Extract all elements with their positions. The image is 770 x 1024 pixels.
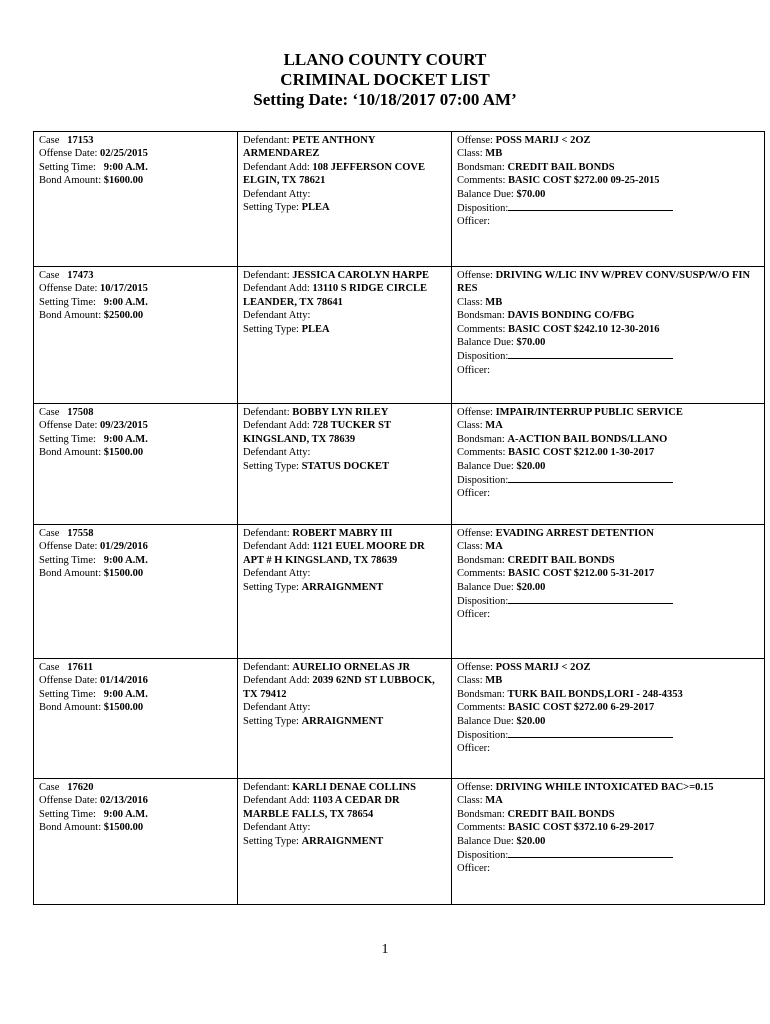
- offense-value: DRIVING WHILE INTOXICATED BAC>=0.15: [495, 782, 714, 793]
- defendant-atty-field: [243, 821, 446, 834]
- disposition-blank-line: [508, 728, 673, 738]
- officer-field: [457, 215, 759, 228]
- class-field: [457, 794, 759, 807]
- offense-label: Offense:: [457, 782, 493, 793]
- defendant-atty-field: [243, 446, 446, 459]
- officer-field: [457, 364, 759, 377]
- case-label: Case: [39, 782, 60, 793]
- setting-time-field: [39, 554, 232, 567]
- defendant-info-cell: [238, 267, 452, 404]
- offense-date-label: Offense Date:: [39, 675, 98, 687]
- defendant-info-cell: [238, 404, 452, 525]
- balance-due-label: Balance Due:: [457, 581, 514, 593]
- case-info-cell: [34, 267, 238, 404]
- class-value: MB: [485, 148, 503, 160]
- defendant-value: KARLI DENAE COLLINS: [292, 782, 416, 793]
- docket-table: [33, 131, 765, 905]
- bondsman-label: Bondsman:: [457, 688, 505, 700]
- class-value: MB: [485, 675, 503, 687]
- balance-due-value: $20.00: [516, 835, 546, 847]
- defendant-address-value: 108 JEFFERSON COVE ELGIN, TX 78621: [243, 161, 425, 187]
- setting-time-label: Setting Time:: [39, 808, 96, 820]
- offense-date-field: [39, 282, 232, 295]
- defendant-address-field: [243, 419, 446, 446]
- officer-field: [457, 862, 759, 875]
- defendant-address-value: 728 TUCKER ST KINGSLAND, TX 78639: [243, 420, 391, 445]
- defendant-address-label: Defendant Add:: [243, 795, 310, 807]
- offense-label: Offense:: [457, 135, 493, 146]
- offense-date-label: Offense Date:: [39, 283, 98, 295]
- setting-type-value: PLEA: [301, 202, 330, 214]
- comments-label: Comments:: [457, 568, 506, 580]
- offense-info-cell: [452, 659, 765, 779]
- offense-field: [457, 527, 759, 540]
- balance-due-field: [457, 460, 759, 473]
- bond-amount-field: [39, 309, 232, 322]
- disposition-blank-line: [508, 848, 673, 858]
- setting-time-value: 9:00 A.M.: [103, 554, 148, 566]
- setting-type-value: PLEA: [301, 323, 330, 335]
- bond-amount-label: Bond Amount:: [39, 175, 102, 187]
- comments-field: [457, 567, 759, 580]
- court-name: LLANO COUNTY COURT: [283, 50, 487, 69]
- comments-field: [457, 701, 759, 714]
- officer-field: [457, 487, 759, 500]
- setting-type-field: [243, 201, 446, 214]
- setting-type-value: ARRAIGNMENT: [301, 835, 384, 847]
- docket-row: [34, 659, 765, 779]
- bond-amount-label: Bond Amount:: [39, 702, 102, 714]
- offense-field: [457, 134, 759, 147]
- bond-amount-field: [39, 821, 232, 834]
- defendant-info-cell: [238, 132, 452, 267]
- balance-due-label: Balance Due:: [457, 188, 514, 200]
- balance-due-label: Balance Due:: [457, 337, 514, 349]
- offense-date-value: 02/13/2016: [100, 795, 148, 807]
- case-number: 17508: [67, 407, 94, 418]
- offense-info-cell: [452, 404, 765, 525]
- case-number: 17153: [67, 135, 94, 146]
- offense-date-field: [39, 147, 232, 160]
- balance-due-value: $20.00: [516, 715, 546, 727]
- setting-time-label: Setting Time:: [39, 433, 96, 445]
- offense-date-value: 10/17/2015: [100, 283, 148, 295]
- case-number-field: [39, 781, 232, 794]
- setting-time-value: 9:00 A.M.: [103, 808, 148, 820]
- defendant-address-field: [243, 674, 446, 701]
- comments-field: [457, 821, 759, 834]
- case-number: 17558: [67, 528, 94, 539]
- class-field: [457, 674, 759, 687]
- bondsman-value: TURK BAIL BONDS,LORI - 248-4353: [507, 688, 683, 700]
- bondsman-field: [457, 433, 759, 446]
- defendant-address-label: Defendant Add:: [243, 283, 310, 295]
- defendant-atty-field: [243, 309, 446, 322]
- class-field: [457, 540, 759, 553]
- case-info-cell: [34, 659, 238, 779]
- bond-amount-value: $1500.00: [103, 702, 144, 714]
- disposition-label: Disposition:: [457, 596, 509, 608]
- case-info-cell: [34, 132, 238, 267]
- balance-due-field: [457, 715, 759, 728]
- setting-time-field: [39, 161, 232, 174]
- defendant-field: [243, 781, 446, 794]
- case-number-field: [39, 661, 232, 674]
- case-info-cell: [34, 404, 238, 525]
- comments-value: BASIC COST $372.10 6-29-2017: [508, 822, 655, 834]
- bondsman-field: [457, 688, 759, 701]
- setting-time-label: Setting Time:: [39, 296, 96, 308]
- disposition-label: Disposition:: [457, 203, 509, 215]
- setting-type-label: Setting Type:: [243, 323, 299, 335]
- officer-field: [457, 608, 759, 621]
- case-label: Case: [39, 528, 60, 539]
- bond-amount-value: $1600.00: [103, 175, 144, 187]
- officer-field: [457, 742, 759, 755]
- balance-due-label: Balance Due:: [457, 715, 514, 727]
- balance-due-label: Balance Due:: [457, 835, 514, 847]
- defendant-value: JESSICA CAROLYN HARPE: [292, 270, 430, 281]
- defendant-address-value: 13110 S RIDGE CIRCLE LEANDER, TX 78641: [243, 283, 428, 308]
- bondsman-value: CREDIT BAIL BONDS: [507, 161, 615, 173]
- case-number: 17620: [67, 782, 94, 793]
- disposition-field: [457, 848, 759, 862]
- setting-type-field: [243, 460, 446, 473]
- bond-amount-label: Bond Amount:: [39, 310, 102, 322]
- bond-amount-label: Bond Amount:: [39, 822, 102, 834]
- comments-field: [457, 174, 759, 187]
- offense-value: DRIVING W/LIC INV W/PREV CONV/SUSP/W/O FIN RES: [457, 270, 751, 295]
- officer-label: Officer:: [457, 863, 491, 875]
- setting-time-field: [39, 296, 232, 309]
- class-value: MA: [485, 420, 503, 432]
- defendant-atty-field: [243, 188, 446, 201]
- bondsman-value: CREDIT BAIL BONDS: [507, 808, 615, 820]
- offense-value: POSS MARIJ < 2OZ: [495, 135, 591, 146]
- bond-amount-field: [39, 174, 232, 187]
- docket-row: [34, 404, 765, 525]
- defendant-label: Defendant:: [243, 782, 290, 793]
- disposition-label: Disposition:: [457, 475, 509, 487]
- case-number-field: [39, 527, 232, 540]
- docket-row: [34, 525, 765, 659]
- comments-field: [457, 446, 759, 459]
- defendant-atty-field: [243, 567, 446, 580]
- setting-type-label: Setting Type:: [243, 460, 299, 472]
- setting-type-field: [243, 581, 446, 594]
- class-value: MA: [485, 541, 503, 553]
- defendant-address-label: Defendant Add:: [243, 541, 310, 553]
- offense-date-value: 09/23/2015: [100, 420, 148, 432]
- disposition-blank-line: [508, 201, 673, 211]
- offense-date-value: 01/14/2016: [100, 675, 148, 687]
- bond-amount-value: $2500.00: [103, 310, 144, 322]
- setting-time-field: [39, 688, 232, 701]
- class-label: Class:: [457, 420, 483, 432]
- defendant-atty-field: [243, 701, 446, 714]
- setting-date: Setting Date: ‘10/18/2017 07:00 AM’: [253, 90, 517, 109]
- offense-value: EVADING ARREST DETENTION: [495, 528, 654, 539]
- offense-field: [457, 269, 759, 296]
- balance-due-value: $20.00: [516, 460, 546, 472]
- balance-due-label: Balance Due:: [457, 460, 514, 472]
- docket-title: CRIMINAL DOCKET LIST: [280, 70, 490, 89]
- bondsman-value: A-ACTION BAIL BONDS/LLANO: [507, 433, 668, 445]
- defendant-atty-label: Defendant Atty:: [243, 188, 311, 200]
- defendant-value: ROBERT MABRY III: [292, 528, 393, 539]
- setting-type-label: Setting Type:: [243, 202, 299, 214]
- bondsman-field: [457, 554, 759, 567]
- offense-value: POSS MARIJ < 2OZ: [495, 662, 591, 673]
- defendant-address-field: [243, 282, 446, 309]
- bond-amount-value: $1500.00: [103, 822, 144, 834]
- comments-field: [457, 323, 759, 336]
- disposition-field: [457, 349, 759, 363]
- setting-time-label: Setting Time:: [39, 161, 96, 173]
- disposition-blank-line: [508, 473, 673, 483]
- defendant-address-label: Defendant Add:: [243, 161, 310, 173]
- balance-due-value: $70.00: [516, 188, 546, 200]
- bondsman-value: CREDIT BAIL BONDS: [507, 554, 615, 566]
- docket-row: [34, 267, 765, 404]
- defendant-atty-label: Defendant Atty:: [243, 568, 311, 580]
- case-label: Case: [39, 407, 60, 418]
- docket-row: [34, 132, 765, 267]
- defendant-value: PETE ANTHONY ARMENDAREZ: [243, 135, 376, 160]
- setting-time-value: 9:00 A.M.: [103, 161, 148, 173]
- class-field: [457, 419, 759, 432]
- defendant-field: [243, 134, 446, 161]
- case-number-field: [39, 406, 232, 419]
- case-info-cell: [34, 779, 238, 905]
- bondsman-label: Bondsman:: [457, 808, 505, 820]
- comments-value: BASIC COST $212.00 5-31-2017: [508, 568, 655, 580]
- disposition-field: [457, 473, 759, 487]
- case-label: Case: [39, 135, 60, 146]
- offense-date-label: Offense Date:: [39, 795, 98, 807]
- case-number-field: [39, 269, 232, 282]
- disposition-label: Disposition:: [457, 850, 509, 862]
- offense-info-cell: [452, 267, 765, 404]
- bondsman-field: [457, 161, 759, 174]
- docket-row: [34, 779, 765, 905]
- offense-date-label: Offense Date:: [39, 148, 98, 160]
- offense-field: [457, 781, 759, 794]
- balance-due-field: [457, 336, 759, 349]
- page-number: 1: [381, 942, 389, 957]
- disposition-blank-line: [508, 594, 673, 604]
- defendant-address-field: [243, 540, 446, 567]
- offense-label: Offense:: [457, 662, 493, 673]
- defendant-atty-label: Defendant Atty:: [243, 702, 311, 714]
- case-number: 17473: [67, 270, 94, 281]
- setting-time-value: 9:00 A.M.: [103, 296, 148, 308]
- comments-value: BASIC COST $272.00 6-29-2017: [508, 702, 655, 714]
- class-field: [457, 147, 759, 160]
- offense-date-value: 01/29/2016: [100, 541, 148, 553]
- offense-field: [457, 661, 759, 674]
- defendant-field: [243, 406, 446, 419]
- bond-amount-value: $1500.00: [103, 568, 144, 580]
- offense-date-field: [39, 540, 232, 553]
- setting-time-label: Setting Time:: [39, 554, 96, 566]
- case-number-field: [39, 134, 232, 147]
- defendant-value: AURELIO ORNELAS JR: [292, 662, 411, 673]
- defendant-label: Defendant:: [243, 662, 290, 673]
- bondsman-label: Bondsman:: [457, 433, 505, 445]
- class-label: Class:: [457, 675, 483, 687]
- defendant-address-field: [243, 794, 446, 821]
- defendant-address-field: [243, 161, 446, 188]
- setting-type-value: ARRAIGNMENT: [301, 581, 384, 593]
- offense-info-cell: [452, 132, 765, 267]
- officer-label: Officer:: [457, 743, 491, 755]
- offense-label: Offense:: [457, 270, 493, 281]
- class-label: Class:: [457, 296, 483, 308]
- bond-amount-field: [39, 446, 232, 459]
- defendant-address-value: 1121 EUEL MOORE DR APT # H KINGSLAND, TX 78639: [243, 541, 425, 566]
- defendant-field: [243, 269, 446, 282]
- setting-type-field: [243, 835, 446, 848]
- offense-label: Offense:: [457, 528, 493, 539]
- bond-amount-value: $1500.00: [103, 447, 144, 459]
- bondsman-label: Bondsman:: [457, 554, 505, 566]
- setting-type-value: STATUS DOCKET: [301, 460, 390, 472]
- offense-value: IMPAIR/INTERRUP PUBLIC SERVICE: [495, 407, 683, 418]
- comments-label: Comments:: [457, 822, 506, 834]
- comments-label: Comments:: [457, 702, 506, 714]
- class-label: Class:: [457, 541, 483, 553]
- defendant-atty-label: Defendant Atty:: [243, 822, 311, 834]
- balance-due-field: [457, 581, 759, 594]
- setting-time-field: [39, 433, 232, 446]
- officer-label: Officer:: [457, 609, 491, 621]
- comments-label: Comments:: [457, 447, 506, 459]
- bondsman-label: Bondsman:: [457, 161, 505, 173]
- defendant-label: Defendant:: [243, 135, 290, 146]
- comments-value: BASIC COST $242.10 12-30-2016: [508, 323, 660, 335]
- setting-type-field: [243, 715, 446, 728]
- defendant-atty-label: Defendant Atty:: [243, 310, 311, 322]
- setting-time-value: 9:00 A.M.: [103, 433, 148, 445]
- setting-time-field: [39, 808, 232, 821]
- case-label: Case: [39, 662, 60, 673]
- defendant-address-label: Defendant Add:: [243, 420, 310, 432]
- offense-field: [457, 406, 759, 419]
- defendant-value: BOBBY LYN RILEY: [292, 407, 389, 418]
- balance-due-value: $70.00: [516, 337, 546, 349]
- comments-value: BASIC COST $272.00 09-25-2015: [508, 175, 660, 187]
- setting-type-label: Setting Type:: [243, 715, 299, 727]
- disposition-label: Disposition:: [457, 351, 509, 363]
- offense-info-cell: [452, 525, 765, 659]
- defendant-label: Defendant:: [243, 528, 290, 539]
- disposition-blank-line: [508, 349, 673, 359]
- defendant-atty-label: Defendant Atty:: [243, 447, 311, 459]
- comments-label: Comments:: [457, 175, 506, 187]
- offense-label: Offense:: [457, 407, 493, 418]
- disposition-field: [457, 594, 759, 608]
- offense-info-cell: [452, 779, 765, 905]
- bondsman-label: Bondsman:: [457, 310, 505, 322]
- comments-value: BASIC COST $212.00 1-30-2017: [508, 447, 655, 459]
- officer-label: Officer:: [457, 488, 491, 500]
- case-label: Case: [39, 270, 60, 281]
- setting-time-value: 9:00 A.M.: [103, 688, 148, 700]
- class-label: Class:: [457, 795, 483, 807]
- setting-type-value: ARRAIGNMENT: [301, 715, 384, 727]
- disposition-label: Disposition:: [457, 730, 509, 742]
- defendant-info-cell: [238, 525, 452, 659]
- defendant-address-value: 2039 62ND ST LUBBOCK, TX 79412: [243, 675, 435, 700]
- defendant-info-cell: [238, 659, 452, 779]
- offense-date-value: 02/25/2015: [100, 148, 148, 160]
- class-value: MB: [485, 296, 503, 308]
- offense-date-label: Offense Date:: [39, 541, 98, 553]
- offense-date-field: [39, 674, 232, 687]
- comments-label: Comments:: [457, 323, 506, 335]
- balance-due-value: $20.00: [516, 581, 546, 593]
- class-field: [457, 296, 759, 309]
- defendant-address-value: 1103 A CEDAR DR MARBLE FALLS, TX 78654: [243, 795, 400, 820]
- docket-header: [0, 50, 770, 110]
- balance-due-field: [457, 188, 759, 201]
- bond-amount-field: [39, 701, 232, 714]
- defendant-label: Defendant:: [243, 407, 290, 418]
- class-value: MA: [485, 795, 503, 807]
- defendant-field: [243, 527, 446, 540]
- bond-amount-label: Bond Amount:: [39, 568, 102, 580]
- disposition-field: [457, 201, 759, 215]
- setting-type-label: Setting Type:: [243, 581, 299, 593]
- bond-amount-label: Bond Amount:: [39, 447, 102, 459]
- setting-type-label: Setting Type:: [243, 835, 299, 847]
- setting-type-field: [243, 323, 446, 336]
- officer-label: Officer:: [457, 364, 491, 376]
- bondsman-value: DAVIS BONDING CO/FBG: [507, 310, 635, 322]
- officer-label: Officer:: [457, 216, 491, 228]
- defendant-field: [243, 661, 446, 674]
- setting-time-label: Setting Time:: [39, 688, 96, 700]
- offense-date-field: [39, 419, 232, 432]
- case-number: 17611: [67, 662, 93, 673]
- bondsman-field: [457, 808, 759, 821]
- offense-date-field: [39, 794, 232, 807]
- class-label: Class:: [457, 148, 483, 160]
- offense-date-label: Offense Date:: [39, 420, 98, 432]
- defendant-label: Defendant:: [243, 270, 290, 281]
- case-info-cell: [34, 525, 238, 659]
- bond-amount-field: [39, 567, 232, 580]
- bondsman-field: [457, 309, 759, 322]
- balance-due-field: [457, 835, 759, 848]
- defendant-address-label: Defendant Add:: [243, 675, 310, 687]
- disposition-field: [457, 728, 759, 742]
- defendant-info-cell: [238, 779, 452, 905]
